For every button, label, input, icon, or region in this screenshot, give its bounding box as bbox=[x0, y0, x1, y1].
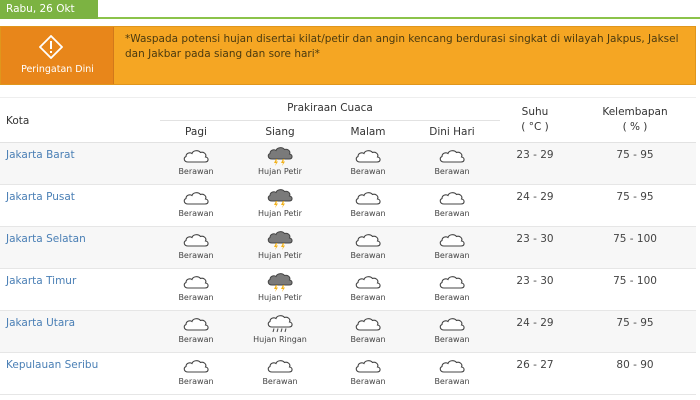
weather-cell bbox=[328, 146, 408, 176]
weather-cell bbox=[240, 314, 320, 344]
humidity-value: 75 - 100 bbox=[613, 233, 657, 245]
weather-label: Berawan bbox=[350, 377, 386, 386]
weather-cell bbox=[412, 230, 492, 260]
humidity-value: 80 - 90 bbox=[616, 359, 654, 371]
header-period-dini-hari: Dini Hari bbox=[429, 126, 475, 138]
cloud-icon bbox=[437, 188, 467, 208]
cloud-icon bbox=[181, 230, 211, 250]
thunderstorm-icon bbox=[265, 146, 295, 166]
weather-cell bbox=[156, 230, 236, 260]
weather-label: Berawan bbox=[178, 335, 214, 344]
temperature-value: 23 - 29 bbox=[516, 149, 554, 161]
date-tab[interactable]: Rabu, 26 Okt bbox=[0, 0, 98, 19]
weather-cell bbox=[412, 188, 492, 218]
weather-cell bbox=[156, 146, 236, 176]
cloud-icon bbox=[353, 188, 383, 208]
temperature-value: 24 - 29 bbox=[516, 317, 554, 329]
weather-cell bbox=[240, 230, 320, 260]
light-rain-icon bbox=[265, 314, 295, 334]
weather-label: Berawan bbox=[434, 293, 470, 302]
city-link[interactable]: Jakarta Pusat bbox=[6, 191, 75, 203]
weather-cell bbox=[156, 272, 236, 302]
weather-label: Berawan bbox=[350, 209, 386, 218]
weather-cell bbox=[412, 356, 492, 386]
table-row bbox=[0, 311, 696, 353]
weather-label: Berawan bbox=[434, 251, 470, 260]
weather-cell bbox=[240, 188, 320, 218]
weather-label: Hujan Petir bbox=[258, 167, 302, 176]
table-row bbox=[0, 353, 696, 395]
weather-label: Hujan Petir bbox=[258, 293, 302, 302]
weather-label: Hujan Ringan bbox=[253, 335, 307, 344]
weather-cell bbox=[412, 314, 492, 344]
city-link[interactable]: Jakarta Selatan bbox=[6, 233, 86, 245]
humidity-value: 75 - 95 bbox=[616, 317, 654, 329]
weather-label: Berawan bbox=[178, 209, 214, 218]
header-temp-unit: ( °C ) bbox=[521, 121, 549, 133]
weather-cell bbox=[328, 356, 408, 386]
early-warning-banner bbox=[0, 26, 696, 85]
cloud-icon bbox=[181, 356, 211, 376]
table-row bbox=[0, 227, 696, 269]
weather-label: Berawan bbox=[178, 251, 214, 260]
header-forecast: Prakiraan Cuaca bbox=[287, 102, 373, 114]
cloud-icon bbox=[353, 230, 383, 250]
cloud-icon bbox=[437, 356, 467, 376]
warning-message: *Waspada potensi hujan disertai kilat/petir dan angin kencang berdurasi singkat di wilayah Jakpus, Jaksel dan Jakbar pada siang dan sore hari* bbox=[125, 33, 679, 60]
weather-label: Berawan bbox=[434, 167, 470, 176]
warning-label-box bbox=[1, 27, 114, 84]
cloud-icon bbox=[181, 146, 211, 166]
cloud-icon bbox=[353, 356, 383, 376]
table-row bbox=[0, 185, 696, 227]
temperature-value: 23 - 30 bbox=[516, 233, 554, 245]
city-link[interactable]: Kepulauan Seribu bbox=[6, 359, 99, 371]
cloud-icon bbox=[181, 272, 211, 292]
thunderstorm-icon bbox=[265, 188, 295, 208]
weather-label: Berawan bbox=[434, 209, 470, 218]
weather-cell bbox=[328, 272, 408, 302]
weather-label: Berawan bbox=[178, 377, 214, 386]
weather-cell bbox=[240, 356, 320, 386]
cloud-icon bbox=[353, 314, 383, 334]
weather-label: Berawan bbox=[350, 167, 386, 176]
cloud-icon bbox=[181, 314, 211, 334]
weather-cell bbox=[240, 146, 320, 176]
date-underline bbox=[98, 17, 700, 19]
cloud-icon bbox=[437, 272, 467, 292]
weather-cell bbox=[412, 272, 492, 302]
warning-label: Peringatan Dini bbox=[21, 64, 94, 75]
weather-label: Hujan Petir bbox=[258, 251, 302, 260]
temperature-value: 26 - 27 bbox=[516, 359, 554, 371]
city-link[interactable]: Jakarta Timur bbox=[6, 275, 77, 287]
cloud-icon bbox=[353, 272, 383, 292]
cloud-icon bbox=[437, 230, 467, 250]
weather-label: Berawan bbox=[350, 293, 386, 302]
humidity-value: 75 - 100 bbox=[613, 275, 657, 287]
humidity-value: 75 - 95 bbox=[616, 149, 654, 161]
humidity-value: 75 - 95 bbox=[616, 191, 654, 203]
city-link[interactable]: Jakarta Barat bbox=[6, 149, 75, 161]
weather-cell bbox=[328, 188, 408, 218]
cloud-icon bbox=[265, 356, 295, 376]
cloud-icon bbox=[181, 188, 211, 208]
cloud-icon bbox=[437, 146, 467, 166]
header-city: Kota bbox=[6, 115, 30, 127]
weather-cell bbox=[412, 146, 492, 176]
weather-label: Berawan bbox=[262, 377, 298, 386]
header-period-pagi: Pagi bbox=[185, 126, 207, 138]
weather-label: Berawan bbox=[434, 335, 470, 344]
header-period-malam: Malam bbox=[350, 126, 386, 138]
header-humidity: Kelembapan bbox=[602, 106, 668, 118]
weather-cell bbox=[328, 314, 408, 344]
table-row bbox=[0, 269, 696, 311]
table-row bbox=[0, 143, 696, 185]
weather-label: Berawan bbox=[178, 293, 214, 302]
weather-cell bbox=[240, 272, 320, 302]
cloud-icon bbox=[353, 146, 383, 166]
header-divider bbox=[160, 120, 500, 121]
thunderstorm-icon bbox=[265, 230, 295, 250]
temperature-value: 24 - 29 bbox=[516, 191, 554, 203]
thunderstorm-icon bbox=[265, 272, 295, 292]
weather-label: Berawan bbox=[350, 335, 386, 344]
weather-label: Berawan bbox=[350, 251, 386, 260]
weather-cell bbox=[156, 314, 236, 344]
temperature-value: 23 - 30 bbox=[516, 275, 554, 287]
weather-label: Hujan Petir bbox=[258, 209, 302, 218]
header-period-siang: Siang bbox=[265, 126, 295, 138]
weather-cell bbox=[156, 188, 236, 218]
weather-cell bbox=[156, 356, 236, 386]
weather-cell bbox=[328, 230, 408, 260]
cloud-icon bbox=[437, 314, 467, 334]
city-link[interactable]: Jakarta Utara bbox=[6, 317, 76, 329]
weather-label: Berawan bbox=[434, 377, 470, 386]
weather-label: Berawan bbox=[178, 167, 214, 176]
header-temp: Suhu bbox=[521, 106, 549, 118]
header-humidity-unit: ( % ) bbox=[622, 121, 648, 133]
warning-icon bbox=[39, 35, 63, 59]
